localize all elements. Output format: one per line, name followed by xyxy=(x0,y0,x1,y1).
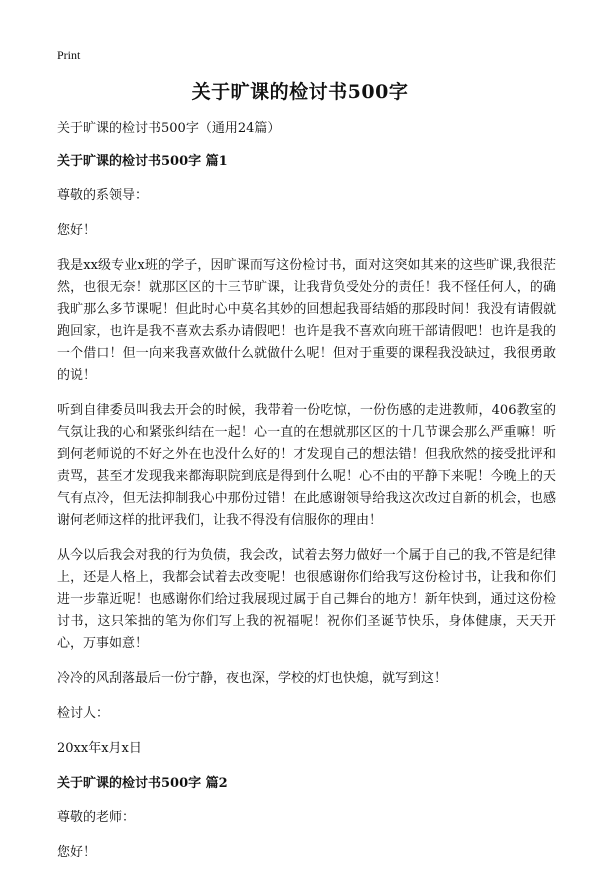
print-link[interactable]: Print xyxy=(57,48,81,62)
signer-label: 检讨人： xyxy=(57,706,110,721)
salutation-2: 尊敬的老师： xyxy=(57,810,136,825)
paragraph-1: 我是xx级专业x班的学子，因旷课而写这份检讨书，面对这突如其来的这些旷课,我很茫然，也很无奈！就那区区的十三节旷课，让我背负受处分的责任！我不怪任何人，的确我旷那么多节课呢！但此时心中莫名其妙的回想起我哥结婚的那段时间！我没有请假就跑回家，也许是我不喜欢去系办请假吧！也许是我不喜欢向班干部请假吧！也许是我的一个借口！但一向来我喜欢做什么就做什么呢！但对于重要的课程我没缺过，我很勇敢的说！ xyxy=(57,258,556,383)
greeting-2: 您好！ xyxy=(57,845,97,860)
signature-date: 20xx年x月x日 xyxy=(57,741,142,756)
paragraph-4: 冷冷的风刮落最后一份宁静，夜也深，学校的灯也快熄，就写到这！ xyxy=(57,671,448,686)
paragraph-3: 从今以后我会对我的行为负债，我会改，试着去努力做好一个属于自己的我,不管是纪律上，还是人格上，我都会试着去改变呢！也很感谢你们给我写这份检讨书，让我和你们进一步靠近呢！也感谢你们给过我展现过属于自己舞台的地方！新年快到，通过这份检讨书，这只笨拙的笔为你们写上我的祝福呢！祝你们圣诞节快乐，身体健康，天天开心，万事如意！ xyxy=(57,548,556,651)
section-heading-1: 关于旷课的检讨书500字 篇1 xyxy=(57,154,228,169)
paragraph-2: 听到自律委员叫我去开会的时候，我带着一份吃惊，一份伤感的走进教师，406教室的气氛让我的心和紧张纠结在一起！心一直的在想就那区区的十几节课会那么严重嘛！听到何老师说的不好之外在也没什么好的！才发现自己的想法错！但我欣然的接受批评和责骂，甚至才发现我来都海职院到底是得到什么呢！心不由的平静下来呢！今晚上的天气有点冷，但无法抑制我心中那份过错！在此感谢领导给我这次改过自新的机会，也感谢何老师这样的批评我们，让我不得没有信服你的理由！ xyxy=(57,403,556,528)
document-subtitle: 关于旷课的检讨书500字（通用24篇） xyxy=(57,121,281,136)
document-body xyxy=(57,118,556,877)
page-title: 关于旷课的检讨书500字 xyxy=(191,81,409,103)
section-heading-2: 关于旷课的检讨书500字 篇2 xyxy=(57,776,228,791)
salutation-1: 尊敬的系领导： xyxy=(57,188,149,203)
greeting-1: 您好！ xyxy=(57,223,97,238)
